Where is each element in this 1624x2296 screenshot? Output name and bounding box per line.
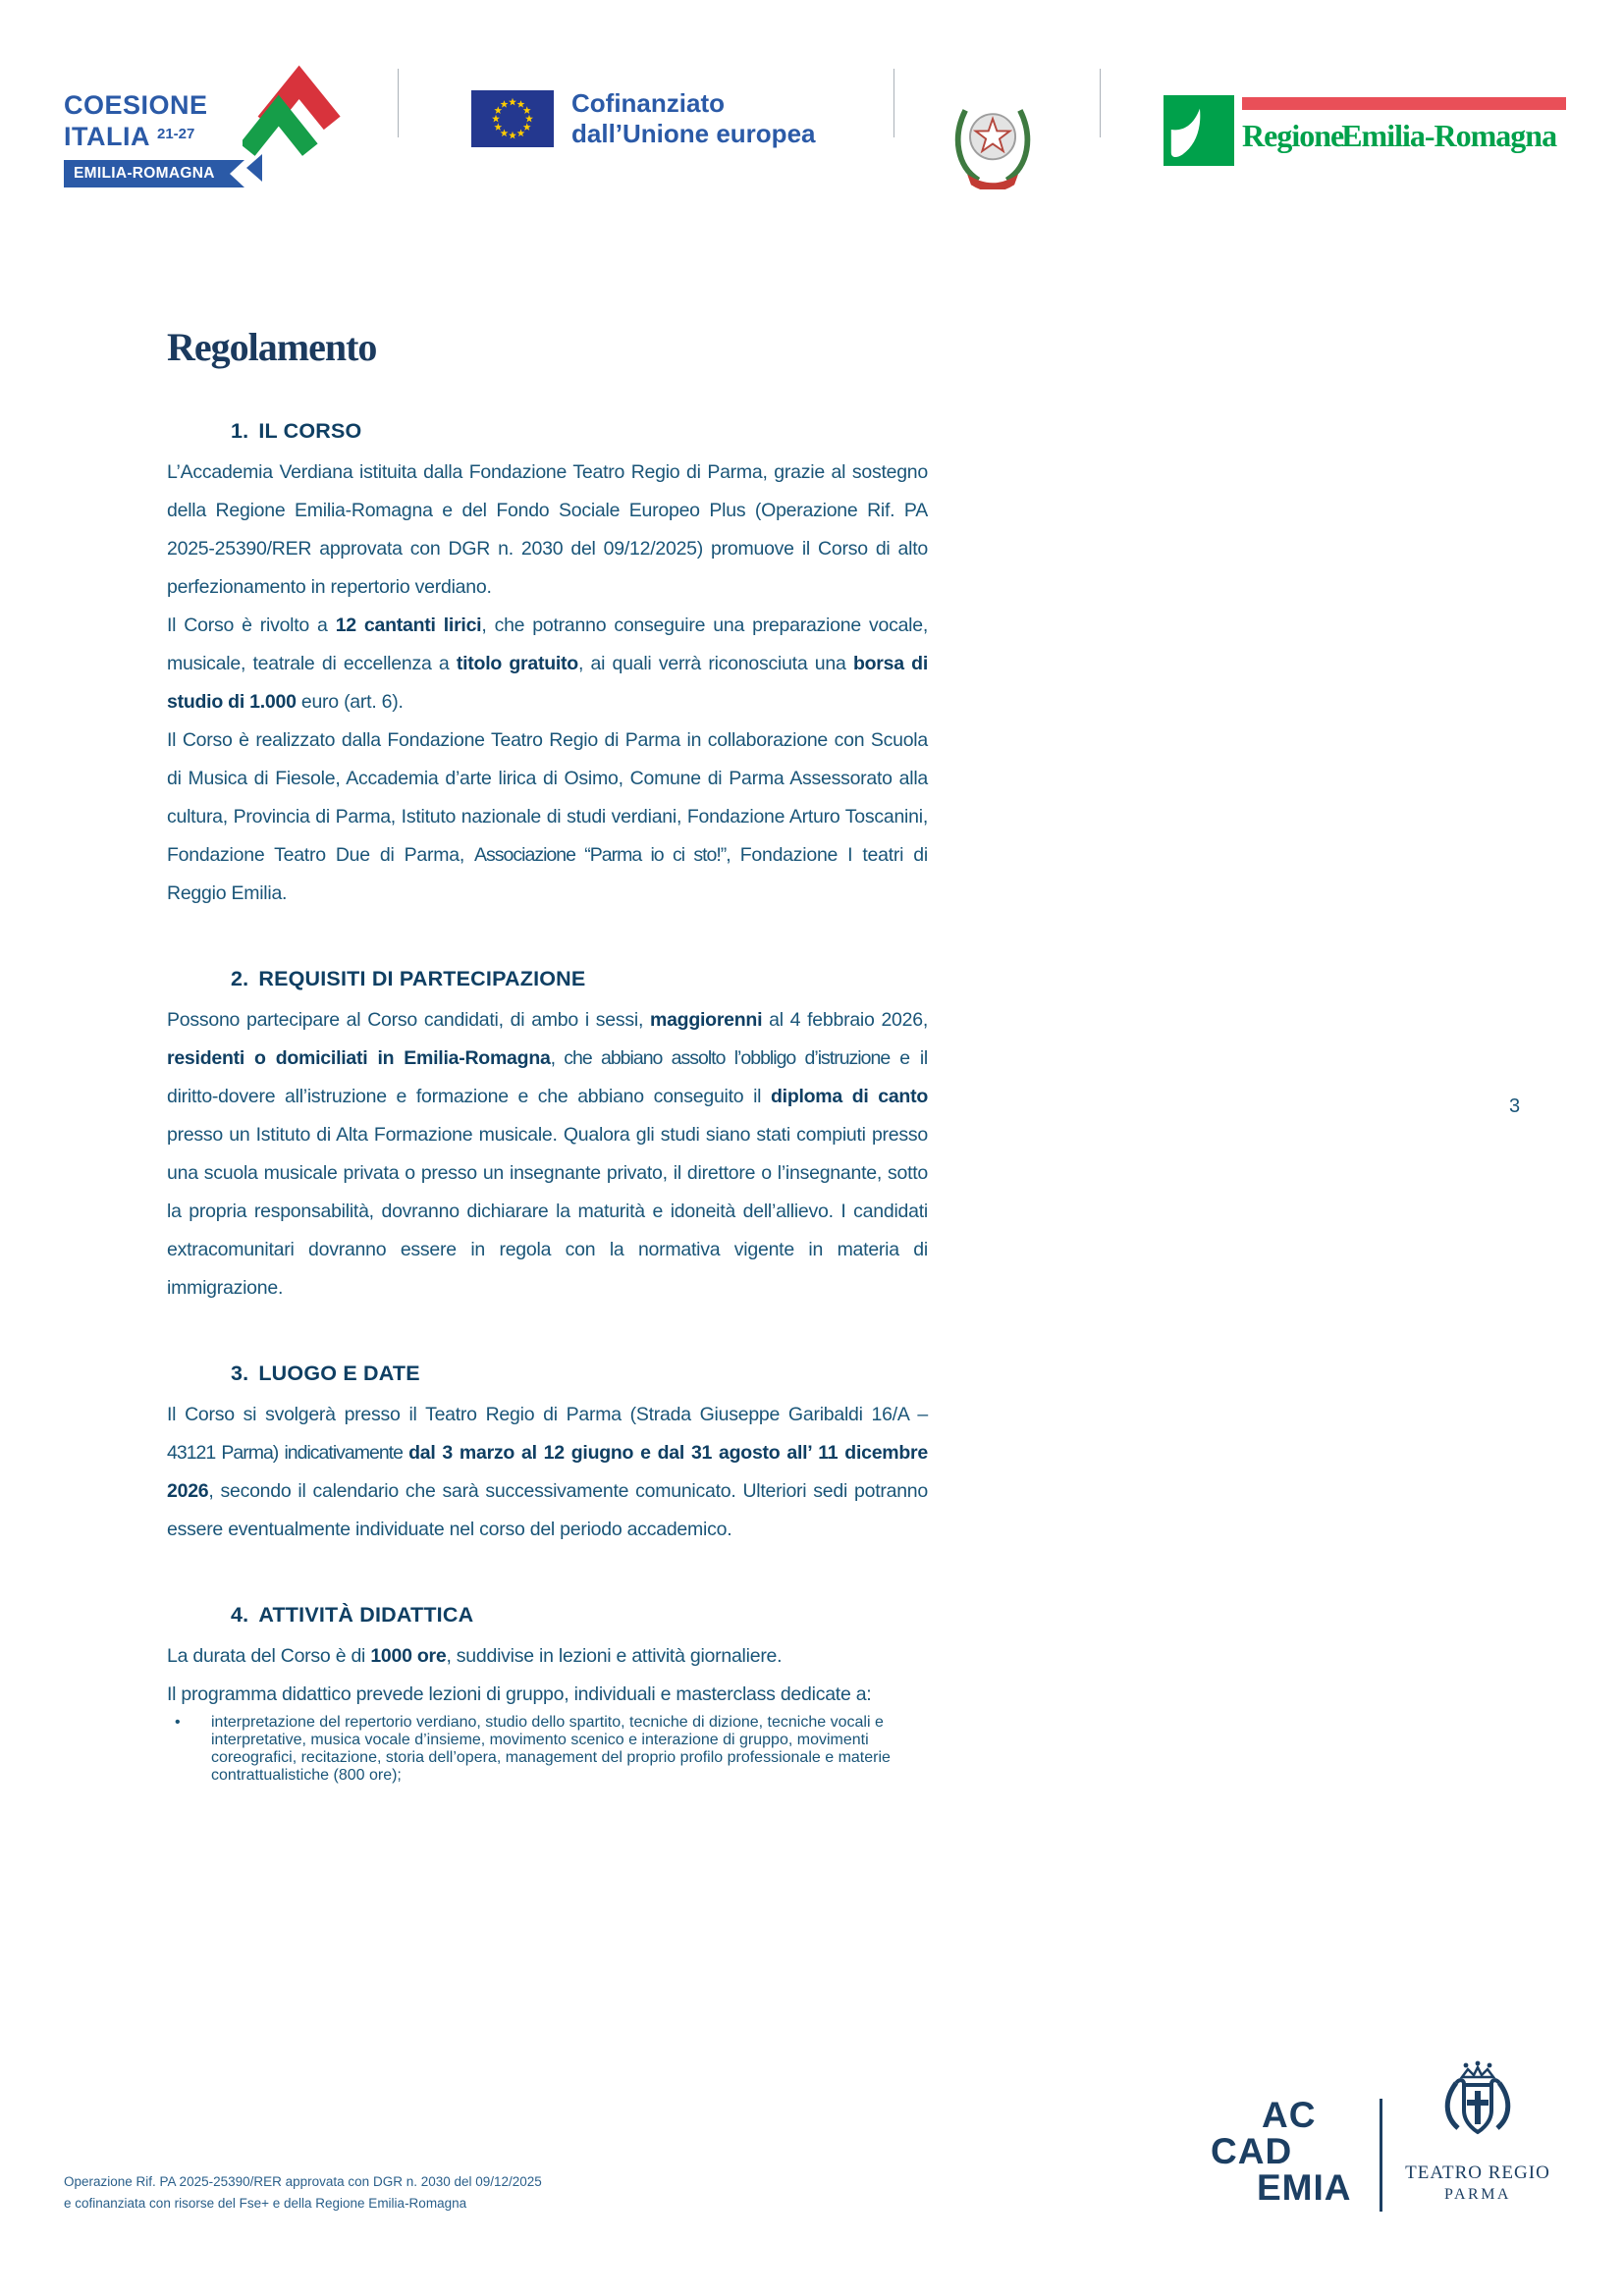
list-item-text: interpretazione del repertorio verdiano, studio dello spartito, tecniche di dizione, tecniche vocali e interpretative, musica vocale d’insieme, movimento scenico e interazione di gruppo, movimenti coreografici, recitazione, storia dell’opera, management del proprio profilo professionale e materie contrattualistiche (800 ore); [211,1714,891,1784]
section-number: 3. [231,1362,249,1385]
footer-note-line2: e cofinanziata con risorse del Fse+ e della Regione Emilia-Romagna [64,2196,467,2211]
page-title: Regolamento [167,325,377,369]
paragraph: Il Corso è rivolto a 12 cantanti lirici, che potranno conseguire una preparazione vocale, musicale, teatrale di eccellenza a titolo gratuito, ai quali verrà riconosciuta una borsa di studio di 1.000 euro (art. 6). [167,614,929,713]
section-heading-2 [167,967,928,991]
document-body [167,324,928,1785]
section-label: ATTIVITÀ DIDATTICA [258,1603,474,1627]
footer-divider [1380,2099,1382,2212]
section-luogo-date [167,1362,928,1549]
footer-note [64,2171,542,2215]
rer-red-bar [1242,97,1566,110]
paragraph: Il Corso è realizzato dalla Fondazione Teatro Regio di Parma in collaborazione con Scuola di Musica di Fiesole, Accademia d’arte lirica di Osimo, Comune di Parma Assessorato alla cultura, Provincia di Parma, Istituto nazionale di studi verdiani, Fondazione Arturo Toscanini, Fondazione Teatro Due di Parma, Associazione “Parma io ci sto!”, Fondazione I teatri di Reggio Emilia. [167,729,928,904]
section-number: 4. [231,1603,249,1627]
section-attivita-didattica [167,1603,928,1785]
header-divider [398,69,399,137]
paragraph: Il programma didattico prevede lezioni di gruppo, individuali e masterclass dedicate a: [167,1683,872,1705]
paragraph: Possono partecipare al Corso candidati, di ambo i sessi, maggiorenni al 4 febbraio 2026, residenti o domiciliati in Emilia-Romagna, che abbiano assolto l’obbligo d’istruzione e il diritto-dovere all’istruzione e formazione e che abbiano conseguito il diploma di canto presso un Istituto di Alta Formazione musicale. Qualora gli studi siano stati compiuti presso una scuola musicale privata o presso un insegnante privato, il direttore o l’insegnante, sotto la propria responsabilità, dovranno dichiarare la maturità e idoneità dell’allievo. I candidati extracomunitari dovranno essere in regola con la normativa vigente in materia di immigrazione. [167,1009,928,1299]
eu-cofunding-label: Cofinanziato dall’Unione europea [571,88,816,148]
coesione-line2: ITALIA $^{21-27}$ [64,122,195,151]
banner-arrow-icon [246,154,262,182]
section-label: LUOGO E DATE [258,1362,420,1385]
coesione-years: 21-27 [157,126,195,142]
coesione-italia-logo [64,91,388,187]
footer-note-line1: Operazione Rif. PA 2025-25390/RER approvata con DGR n. 2030 del 09/12/2025 [64,2174,542,2189]
section-il-corso [167,419,928,913]
bullet-marker: • [175,1714,181,1731]
section-heading-1 [167,419,928,444]
teatro-regio-city: PARMA [1444,2186,1511,2203]
page-number: 3 [1509,1095,1521,1117]
section-heading-3 [167,1362,928,1386]
header-divider [1100,69,1101,137]
eu-flag-icon [471,90,554,147]
emilia-romagna-banner: EMILIA-ROMAGNA [64,160,244,187]
paragraph: L’Accademia Verdiana istituita dalla Fondazione Teatro Regio di Parma, grazie al sostegno della Regione Emilia-Romagna e del Fondo Sociale Europeo Plus (Operazione Rif. PA 2025-25390/RER approvata con DGR n. 2030 del 09/12/2025) promuove il Corso di alto perfezionamento in repertorio verdiano. [167,461,928,598]
teatro-regio-name: TEATRO REGIO [1405,2163,1550,2183]
header-divider [893,69,894,137]
header-logos [64,54,1560,191]
section-number: 1. [231,419,249,443]
teatro-regio-crest-icon [1419,2059,1537,2154]
regione-emilia-romagna-logo [1164,95,1566,166]
coesione-line1: COESIONE [64,90,208,120]
section-requisiti [167,967,928,1308]
coesione-arrow-icon [243,60,341,158]
paragraph: Il Corso si svolgerà presso il Teatro Regio di Parma (Strada Giuseppe Garibaldi 16/A – 43121 Parma) indicativamente dal 3 marzo al 12 giugno e dal 31 agosto all’ 11 dicembre 2026, secondo il calendario che sarà successivamente comunicato. Ulteriori sedi potranno essere eventualmente individuate nel corso del periodo accademico. [167,1404,928,1540]
eu-cofunding-logo [471,88,816,149]
section-label: REQUISITI DI PARTECIPAZIONE [258,967,586,990]
italy-emblem-icon [950,95,1037,189]
section-label: IL CORSO [258,419,362,443]
rer-name: Regione Emilia-Romagna [1242,118,1557,153]
section-number: 2. [231,967,249,990]
rer-mark-icon [1164,95,1234,166]
paragraph: La durata del Corso è di 1000 ore, suddivise in lezioni e attività giornaliere. [167,1645,783,1667]
accademia-logo: AC CAD EMIA [1211,2095,1352,2208]
list-item [167,1714,928,1785]
teatro-regio-logo [1399,2059,1556,2204]
section-heading-4 [167,1603,928,1628]
